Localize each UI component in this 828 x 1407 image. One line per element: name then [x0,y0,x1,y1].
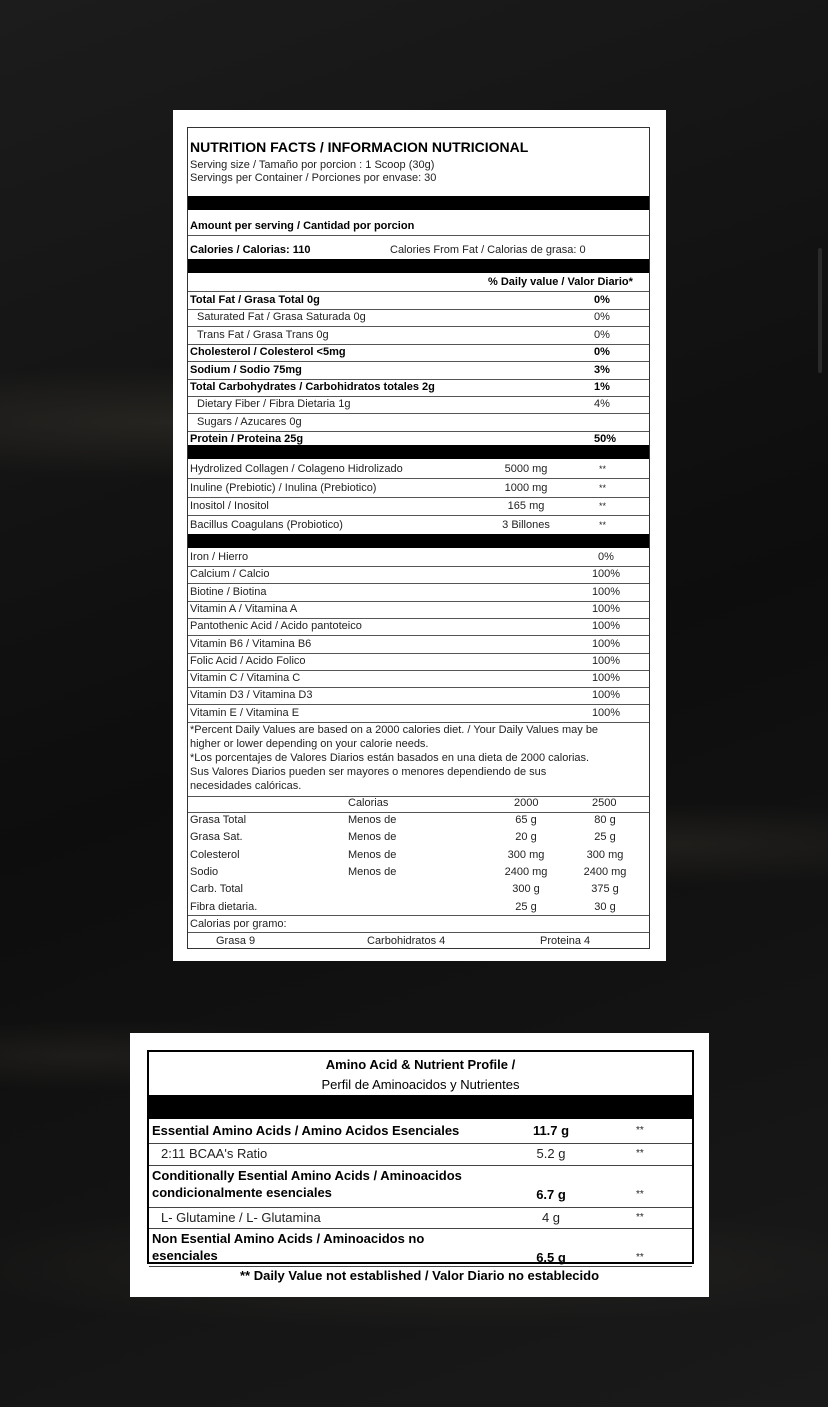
supplement-label: Bacillus Coagulans (Probiotico) [190,518,343,531]
supplement-dv: ** [599,464,607,474]
vitamin-label: Folic Acid / Acido Folico [190,654,306,667]
vitamin-label: Calcium / Calcio [190,568,270,581]
divider [188,915,649,916]
divider [149,1266,692,1267]
ref-label: Sodio [190,865,219,878]
vitamin-label: Vitamin C / Vitamina C [190,672,301,685]
divider-bar [188,445,649,459]
divider [188,670,649,671]
footnote-line: higher or lower depending on your calorie needs. [190,738,429,750]
vitamin-label: Vitamin E / Vitamina E [190,706,300,719]
amino-label: L- Glutamine / L- Glutamina [161,1209,321,1225]
ref-qualifier: Menos de [348,814,397,826]
supplement-label: Inuline (Prebiotic) / Inulina (Prebiotico) [190,481,377,494]
macro-label: Sodium / Sodio 75mg [190,363,302,376]
supplement-dv: ** [599,519,607,530]
macro-dv: 1% [594,381,610,393]
divider [188,497,649,498]
divider [188,932,649,933]
divider-bar [149,1095,692,1119]
cal-fat: Grasa 9 [216,935,256,947]
divider [188,515,649,516]
divider [188,431,649,432]
divider [149,1165,692,1166]
ref-header-2000: 2000 [514,797,539,809]
cal-protein: Proteina 4 [540,935,591,947]
divider [188,635,649,636]
divider [188,812,649,813]
macro-label: Total Carbohydrates / Carbohidratos totales 2g [190,381,435,393]
divider [188,687,649,688]
divider [188,704,649,705]
divider [188,309,649,310]
ref-header-2500: 2500 [592,797,617,809]
divider [188,361,649,362]
vitamin-label: Pantothenic Acid / Acido pantoteico [190,620,362,633]
macro-label: Dietary Fiber / Fibra Dietaria 1g [197,398,351,411]
ref-label: Colesterol [190,848,240,861]
amino-title-line2: Perfil de Aminoacidos y Nutrientes [321,1077,520,1092]
macro-label: Sugars / Azucares 0g [197,415,302,428]
amino-dv: ** [636,1148,644,1159]
divider [188,796,649,797]
ref-label: Carb. Total [190,883,243,896]
amino-title-line1: Amino Acid & Nutrient Profile / [325,1057,516,1072]
divider [149,1143,692,1144]
supplement-label: Hydrolized Collagen / Colageno Hidrolizado [190,463,403,475]
divider [188,722,649,723]
divider [188,396,649,397]
divider [188,618,649,619]
divider [188,235,649,236]
macro-dv: 4% [594,398,610,411]
divider [188,344,649,345]
nutrition-facts-card [173,110,666,961]
ref-label: Grasa Sat. [190,831,243,844]
amino-dv: ** [636,1189,644,1200]
supplement-dv: ** [599,482,607,493]
macro-dv: 0% [594,328,610,341]
footnote-line: Sus Valores Diarios pueden ser mayores o menores dependiendo de sus [190,766,547,778]
nutrition-title: NUTRITION FACTS / INFORMACION NUTRICIONAL [190,139,529,155]
nutrition-facts-panel: NUTRITION FACTS / INFORMACION NUTRICIONAL Serving size / Tamaño por porcion : 1 Scoop (30g) Servings per Container / Porciones por envase: 30 Amount per serving / Cantidad por porcion Calories / Calorias: 110 Calories From Fat / Calorias de grasa: 0 % Daily value / Valor Diario* Total Fat / Grasa Total 0g 0% Saturated Fat / Grasa Saturada 0g 0% Trans Fat / Grasa Trans 0g 0% Cholesterol / Colesterol <5mg 0% Sodium / Sodio 75mg 3% Total Carbohydrates / Carbohidratos totales 2g 1% Dietary Fiber / Fibra Dietaria 1g 4% Sugars / Azucares 0g Protein / Proteina 25g 50% Hydrolized Collagen / Colageno Hidrolizado 5000 mg ** Inuline (Prebiotic) / Inulina (Prebiotico) 1000 mg ** Inositol / Inositol 165 mg ** Bacillus Coagulans (Probiotico) 3 Billones ** Iron / Hierro 0% Calcium / Calcio 100% Biotine / Biotina 100% Vitamin A / Vitamina A 100% Pantothenic Acid / Acido pantoteico 100% Vitamin B6 / Vitamina B6 100% Folic Acid / Acido Folico 100% Vitamin C / Vitamina C 100% Vitamin D3 / Vitamina D3 100% Vitamin E / Vitamina E 100% *Percent Daily Values are based on a 2000 calories diet. / Your Daily Values may be higher or lower depending on your calorie needs. *Los porcentajes de Valores Diarios están basados en una dieta de 2000 calorias. Sus Valores Diarios pueden ser mayores o menores dependiendo de sus necesidades calóricas. Calorias 2000 2500 Grasa Total Menos de 65 g 80 g Grasa Sat. Menos de 20 g 25 g Colesterol Menos de 300 mg 300 mg Sodio Menos de 2400 mg 2400 mg Carb. Total 300 g 375 g Fibra dietaria. 25 g 30 g Calorias por gramo: Grasa 9 Carbohidratos 4 Proteina 4 [187,127,650,949]
macro-label: Cholesterol / Colesterol <5mg [190,346,346,359]
amino-label: 2:11 BCAA's Ratio [161,1146,268,1161]
ref-qualifier: Menos de [348,831,397,844]
ref-label: Grasa Total [190,814,247,826]
scrollbar[interactable] [818,248,822,373]
macro-dv: 3% [594,363,610,376]
supplement-label: Inositol / Inositol [190,500,269,513]
amino-label: condicionalmente esenciales [152,1185,332,1200]
divider [188,653,649,654]
supplement-dv: ** [599,501,607,512]
amino-label: Non Esential Amino Acids / Aminoacidos no [152,1231,425,1246]
amino-profile-panel: Amino Acid & Nutrient Profile / Perfil de Aminoacidos y Nutrientes Essential Amino Acids / Amino Acidos Esenciales 11.7 g ** 2:11 BCAA's Ratio 5.2 g ** Conditionally Esential Amino Acids / Aminoacidos condicionalmente esenciales 6.7 g ** L- Glutamine / L- Glutamina 4 g ** Non Esential Amino Acids / Aminoacidos no esenciales 6.5 g ** [147,1050,694,1264]
macro-label: Trans Fat / Grasa Trans 0g [197,328,329,341]
daily-value-note: ** Daily Value not established / Valor Diario no establecido [239,1268,600,1283]
divider [188,326,649,327]
macro-dv: 0% [594,294,610,306]
amino-profile-card [130,1033,709,1297]
macro-dv: 0% [594,311,610,324]
macro-label: Saturated Fat / Grasa Saturada 0g [197,311,366,324]
calories-from-fat: Calories From Fat / Calorias de grasa: 0 [390,244,586,256]
footnote-line: *Los porcentajes de Valores Diarios están basados en una dieta de 2000 calorias. [190,752,590,764]
macro-dv: 50% [594,433,617,446]
divider [188,413,649,414]
macro-dv: 0% [594,346,610,359]
macro-label: Total Fat / Grasa Total 0g [190,294,320,306]
vitamin-label: Vitamin B6 / Vitamina B6 [190,637,312,650]
footnote-line: necesidades calóricas. [190,780,302,792]
amino-label: Essential Amino Acids / Amino Acidos Esenciales [152,1123,460,1138]
serving-size: Serving size / Tamaño por porcion : 1 Scoop (30g) [190,159,435,171]
ref-qualifier: Menos de [348,848,397,861]
divider-bar [188,259,649,273]
vitamin-label: Vitamin A / Vitamina A [190,602,298,615]
divider [188,601,649,602]
divider [149,1207,692,1208]
divider [188,478,649,479]
amount-per-serving: Amount per serving / Cantidad por porcion [190,220,415,232]
vitamin-label: Biotine / Biotina [190,585,267,598]
cal-carb: Carbohidratos 4 [367,935,446,947]
divider-bar [188,534,649,548]
vitamin-label: Vitamin D3 / Vitamina D3 [190,689,313,702]
ref-header-calorias: Calorias [348,797,389,809]
ref-label: Fibra dietaria. [190,900,258,913]
vitamin-label: Iron / Hierro [190,551,249,563]
amino-dv: ** [636,1125,644,1136]
cal-per-gram: Calorias por gramo: [190,918,287,930]
divider [188,291,649,292]
divider [149,1228,692,1229]
divider [188,583,649,584]
footnote-line: *Percent Daily Values are based on a 2000 calories diet. / Your Daily Values may be [190,724,599,736]
macro-label: Protein / Proteina 25g [190,433,304,446]
amino-dv: ** [636,1252,644,1263]
amino-dv: ** [636,1211,644,1223]
servings-per-container: Servings per Container / Porciones por envase: 30 [190,172,437,184]
daily-value-header: % Daily value / Valor Diario* [488,276,633,288]
calories: Calories / Calorias: 110 [190,244,311,256]
ref-qualifier: Menos de [348,865,397,878]
amino-label: Conditionally Esential Amino Acids / Aminoacidos [152,1168,462,1183]
amino-label: esenciales [152,1248,218,1263]
divider-bar [188,196,649,210]
divider [188,379,649,380]
divider [188,566,649,567]
